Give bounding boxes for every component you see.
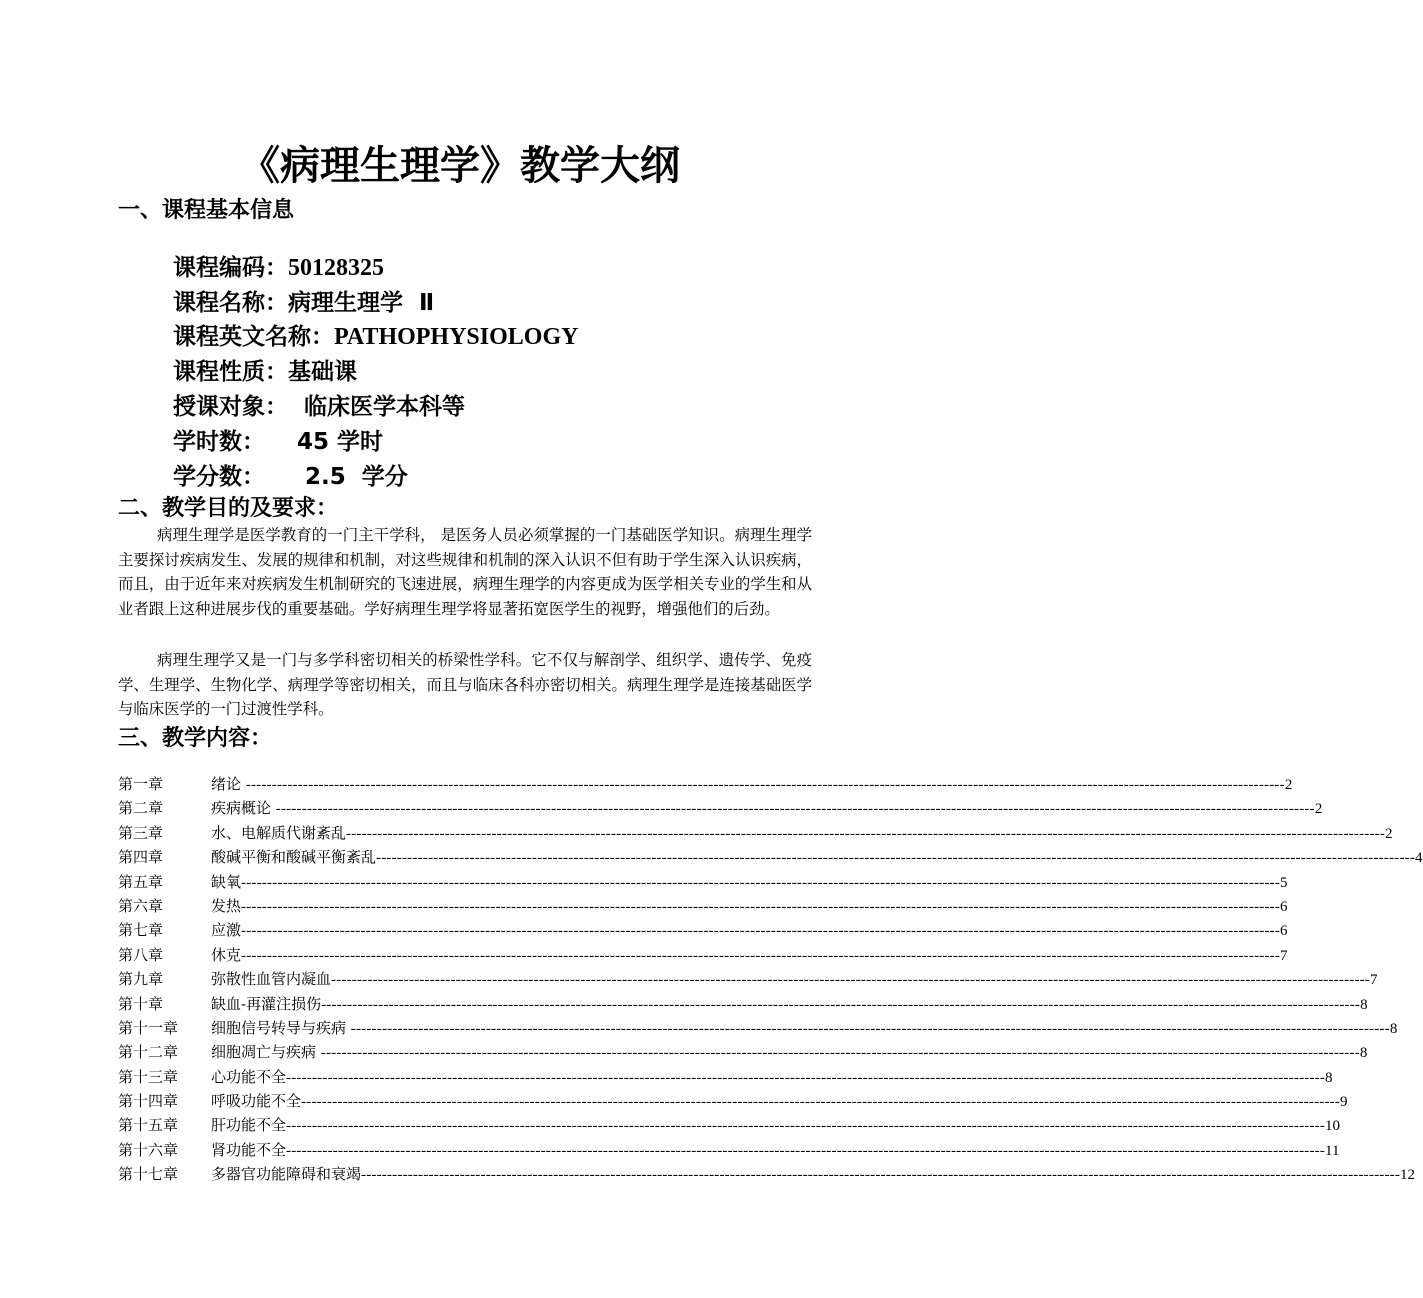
toc-chapter-title: 细胞信号转导与疾病 <box>211 1018 351 1037</box>
info-audience <box>173 392 465 422</box>
toc-leader: -------------------------------------------------------------------------------------------------------------------------------------------------------------------------------------------------------- <box>241 947 1281 964</box>
toc-page-number: 8 <box>1325 1069 1333 1086</box>
objectives-paragraph-1: 病理生理学是医学教育的一门主干学科， 是医务人员必须掌握的一门基础医学知识。病理生理学主要探讨疾病发生、发展的规律和机制，对这些规律和机制的深入认识不但有助于学生深入认识疾病，而且，由于近年来对疾病发生机制研究的飞速进展，病理生理学的内容更成为医学相关专业的学生和从业者跟上这种进展步伐的重要基础。学好病理生理学将显著拓宽医学生的视野，增强他们的后劲。 <box>118 526 812 618</box>
toc-page-number: 5 <box>1280 874 1288 891</box>
toc-page-number: 7 <box>1280 947 1288 964</box>
info-hours <box>173 427 383 457</box>
toc-page-number: 6 <box>1280 898 1288 915</box>
toc-chapter-title: 缺氧 <box>211 872 242 891</box>
toc-leader: -------------------------------------------------------------------------------------------------------------------------------------------------------------------------------------------------------- <box>331 972 1371 989</box>
toc-page-number: 8 <box>1389 1020 1398 1037</box>
toc-leader: -------------------------------------------------------------------------------------------------------------------------------------------------------------------------------------------------------- <box>245 777 1285 793</box>
info-value: PATHOPHYSIOLOGY <box>334 324 579 350</box>
toc-chapter-number: 第十二章 <box>118 1043 179 1062</box>
toc-chapter-number: 第四章 <box>118 848 164 867</box>
toc-page-number: 11 <box>1325 1142 1340 1159</box>
toc-row <box>118 894 1288 918</box>
toc-chapter-title: 休克 <box>211 945 242 964</box>
toc-chapter-number: 第十四章 <box>118 1092 179 1111</box>
toc-page-number: 2 <box>1314 801 1323 818</box>
toc-chapter-number: 第一章 <box>118 775 164 793</box>
info-credits <box>173 462 408 492</box>
toc-chapter-title: 缺血-再灌注损伤 <box>211 994 322 1013</box>
info-value: 45 学时 <box>265 429 384 455</box>
toc-row <box>118 845 1423 869</box>
toc-chapter-number: 第十七章 <box>118 1165 179 1184</box>
toc-leader: -------------------------------------------------------------------------------------------------------------------------------------------------------------------------------------------------------- <box>361 1167 1401 1184</box>
toc-page-number: 2 <box>1385 825 1393 842</box>
toc-row <box>118 1138 1340 1162</box>
toc-chapter-title: 发热 <box>211 896 242 915</box>
info-course-name <box>173 288 434 318</box>
toc-page-number: 9 <box>1340 1094 1348 1111</box>
toc-chapter-number: 第十章 <box>118 994 164 1013</box>
toc-leader: -------------------------------------------------------------------------------------------------------------------------------------------------------------------------------------------------------- <box>275 801 1315 818</box>
toc-chapter-title: 呼吸功能不全 <box>211 1092 302 1111</box>
toc-chapter-number: 第十六章 <box>118 1140 179 1159</box>
info-value: 临床医学本科等 <box>288 394 466 420</box>
info-label: 课程性质： <box>173 359 288 385</box>
info-value: 50128325 <box>288 255 384 281</box>
toc-leader: -------------------------------------------------------------------------------------------------------------------------------------------------------------------------------------------------------- <box>286 1069 1326 1086</box>
toc-chapter-title: 疾病概论 <box>211 799 276 818</box>
page-title: 《病理生理学》教学大纲 <box>240 143 680 189</box>
toc-chapter-title: 绪论 <box>211 775 246 793</box>
toc-chapter-number: 第八章 <box>118 945 164 964</box>
toc-leader: -------------------------------------------------------------------------------------------------------------------------------------------------------------------------------------------------------- <box>376 850 1416 867</box>
toc-leader: -------------------------------------------------------------------------------------------------------------------------------------------------------------------------------------------------------- <box>320 1045 1360 1062</box>
info-label: 课程名称： <box>173 290 288 316</box>
info-label: 授课对象： <box>173 394 288 420</box>
toc-row <box>118 821 1393 845</box>
toc-row <box>118 1089 1348 1113</box>
toc-chapter-number: 第二章 <box>118 799 164 818</box>
info-course-code <box>173 253 384 283</box>
toc-row <box>118 943 1288 967</box>
table-of-contents <box>118 772 1423 1187</box>
toc-row <box>118 967 1378 991</box>
toc-chapter-title: 水、电解质代谢紊乱 <box>211 823 347 842</box>
toc-chapter-number: 第六章 <box>118 896 164 915</box>
toc-page-number: 10 <box>1325 1118 1341 1135</box>
toc-chapter-number: 第九章 <box>118 970 164 989</box>
toc-chapter-number: 第十五章 <box>118 1116 179 1135</box>
info-value: 2.5 学分 <box>265 464 408 490</box>
toc-leader: -------------------------------------------------------------------------------------------------------------------------------------------------------------------------------------------------------- <box>346 825 1386 842</box>
info-value: 病理生理学 Ⅱ <box>288 290 435 316</box>
info-label: 课程编码： <box>173 255 288 281</box>
toc-page-number: 7 <box>1370 972 1378 989</box>
toc-chapter-title: 肾功能不全 <box>211 1140 287 1159</box>
toc-leader: -------------------------------------------------------------------------------------------------------------------------------------------------------------------------------------------------------- <box>301 1094 1341 1111</box>
toc-row <box>118 1040 1368 1064</box>
info-value: 基础课 <box>288 359 357 385</box>
toc-leader: -------------------------------------------------------------------------------------------------------------------------------------------------------------------------------------------------------- <box>286 1118 1326 1135</box>
toc-chapter-number: 第五章 <box>118 872 164 891</box>
toc-chapter-title: 多器官功能障碍和衰竭 <box>211 1165 362 1184</box>
toc-row <box>118 1162 1416 1186</box>
toc-row <box>118 1016 1398 1040</box>
section-heading-content: 三、教学内容： <box>118 726 273 751</box>
toc-row <box>118 1065 1333 1089</box>
toc-chapter-number: 第七章 <box>118 921 164 940</box>
toc-row <box>118 992 1368 1016</box>
toc-row <box>118 918 1288 942</box>
toc-page-number: 8 <box>1360 996 1368 1013</box>
toc-leader: -------------------------------------------------------------------------------------------------------------------------------------------------------------------------------------------------------- <box>286 1142 1326 1159</box>
toc-chapter-title: 肝功能不全 <box>211 1116 287 1135</box>
toc-chapter-title: 应激 <box>211 921 242 940</box>
toc-chapter-title: 弥散性血管内凝血 <box>211 970 332 989</box>
toc-row <box>118 870 1288 894</box>
toc-leader: -------------------------------------------------------------------------------------------------------------------------------------------------------------------------------------------------------- <box>241 898 1281 915</box>
toc-row <box>118 1113 1341 1137</box>
toc-page-number: 4 <box>1415 850 1423 867</box>
toc-chapter-title: 酸碱平衡和酸碱平衡紊乱 <box>211 848 377 867</box>
objectives-paragraph-2: 病理生理学又是一门与多学科密切相关的桥梁性学科。它不仅与解剖学、组织学、遗传学、免疫学、生理学、生物化学、病理学等密切相关，而且与临床各科亦密切相关。病理生理学是连接基础医学与临床医学的一门过渡性学科。 <box>118 651 812 718</box>
toc-row <box>118 796 1323 820</box>
toc-page-number: 2 <box>1284 777 1293 793</box>
toc-row <box>118 772 1293 796</box>
toc-chapter-number: 第十一章 <box>118 1018 179 1037</box>
toc-chapter-title: 细胞凋亡与疾病 <box>211 1043 321 1062</box>
toc-leader: -------------------------------------------------------------------------------------------------------------------------------------------------------------------------------------------------------- <box>321 996 1361 1013</box>
toc-leader: -------------------------------------------------------------------------------------------------------------------------------------------------------------------------------------------------------- <box>241 923 1281 940</box>
info-label: 学分数： <box>173 464 265 490</box>
section-heading-basic-info: 一、课程基本信息 <box>118 198 295 223</box>
info-course-type <box>173 357 357 387</box>
toc-chapter-number: 第十三章 <box>118 1067 179 1086</box>
toc-page-number: 12 <box>1400 1167 1416 1184</box>
info-english-name <box>173 322 578 352</box>
toc-page-number: 8 <box>1359 1045 1368 1062</box>
toc-leader: -------------------------------------------------------------------------------------------------------------------------------------------------------------------------------------------------------- <box>350 1020 1390 1037</box>
toc-leader: -------------------------------------------------------------------------------------------------------------------------------------------------------------------------------------------------------- <box>241 874 1281 891</box>
toc-chapter-title: 心功能不全 <box>211 1067 287 1086</box>
section-heading-objectives: 二、教学目的及要求： <box>118 496 339 521</box>
toc-chapter-number: 第三章 <box>118 823 164 842</box>
toc-page-number: 6 <box>1280 923 1288 940</box>
info-label: 课程英文名称： <box>173 324 334 350</box>
info-label: 学时数： <box>173 429 265 455</box>
